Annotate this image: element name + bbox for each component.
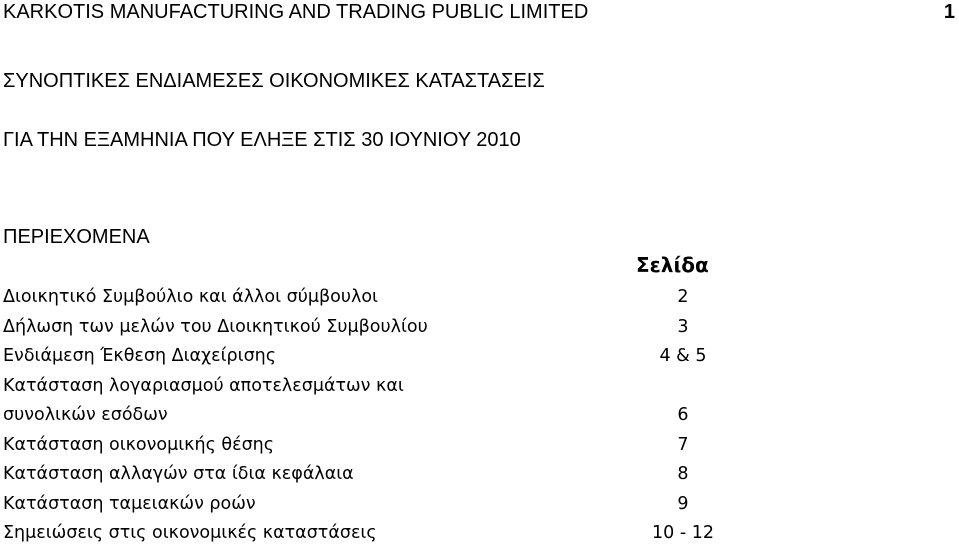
toc-entry-page: 8 <box>677 464 689 484</box>
toc-entry-page: 3 <box>677 316 689 337</box>
toc-entry-page: 6 <box>677 405 689 425</box>
toc-row <box>3 372 763 402</box>
table-of-contents <box>3 283 763 549</box>
company-name: KARKOTIS MANUFACTURING AND TRADING PUBLIC LIMITED <box>3 1 589 23</box>
page-number: 1 <box>943 1 955 23</box>
toc-entry-label: Κατάσταση οικονομικής θέσης <box>3 434 275 455</box>
toc-row <box>3 313 763 343</box>
reporting-period: ΓΙΑ ΤΗΝ ΕΞΑΜΗΝΙΑ ΠΟΥ ΕΛΗΞΕ ΣΤΙΣ 30 ΙΟΥΝΙΟΥ 2010 <box>3 129 521 151</box>
toc-entry-label: Ενδιάμεση Έκθεση Διαχείρισης <box>3 346 277 366</box>
toc-row <box>3 283 763 313</box>
toc-row <box>3 490 763 520</box>
toc-entry-label: Κατάσταση ταμειακών ροών <box>3 493 256 514</box>
toc-entry-page: 2 <box>677 287 689 307</box>
toc-row <box>3 431 763 461</box>
toc-row <box>3 342 763 372</box>
contents-heading: ΠΕΡΙΕΧΟΜΕΝΑ <box>3 226 150 248</box>
toc-entry-label: Κατάσταση λογαριασμού αποτελεσμάτων και <box>3 375 404 396</box>
page-column-label: Σελίδα <box>636 253 709 277</box>
toc-entry-page: 10 - 12 <box>652 523 714 543</box>
toc-row <box>3 460 763 490</box>
toc-entry-page: 7 <box>677 434 689 455</box>
toc-entry-page: 4 & 5 <box>659 346 707 366</box>
document-subtitle: ΣΥΝΟΠΤΙΚΕΣ ΕΝΔΙΑΜΕΣΕΣ ΟΙΚΟΝΟΜΙΚΕΣ ΚΑΤΑΣΤΑΣΕΙΣ <box>3 70 545 92</box>
toc-entry-label: Δήλωση των μελών του Διοικητικού Συμβουλίου <box>3 316 428 337</box>
toc-entry-page: 9 <box>677 493 689 514</box>
toc-entry-label: Διοικητικό Συμβούλιο και άλλοι σύμβουλοι <box>3 287 378 307</box>
toc-entry-label: Κατάσταση αλλαγών στα ίδια κεφάλαια <box>3 464 354 484</box>
toc-entry-label: συνολικών εσόδων <box>3 405 168 425</box>
toc-entry-label: Σημειώσεις στις οικονομικές καταστάσεις <box>3 523 377 543</box>
toc-row <box>3 401 763 431</box>
toc-row <box>3 519 763 549</box>
